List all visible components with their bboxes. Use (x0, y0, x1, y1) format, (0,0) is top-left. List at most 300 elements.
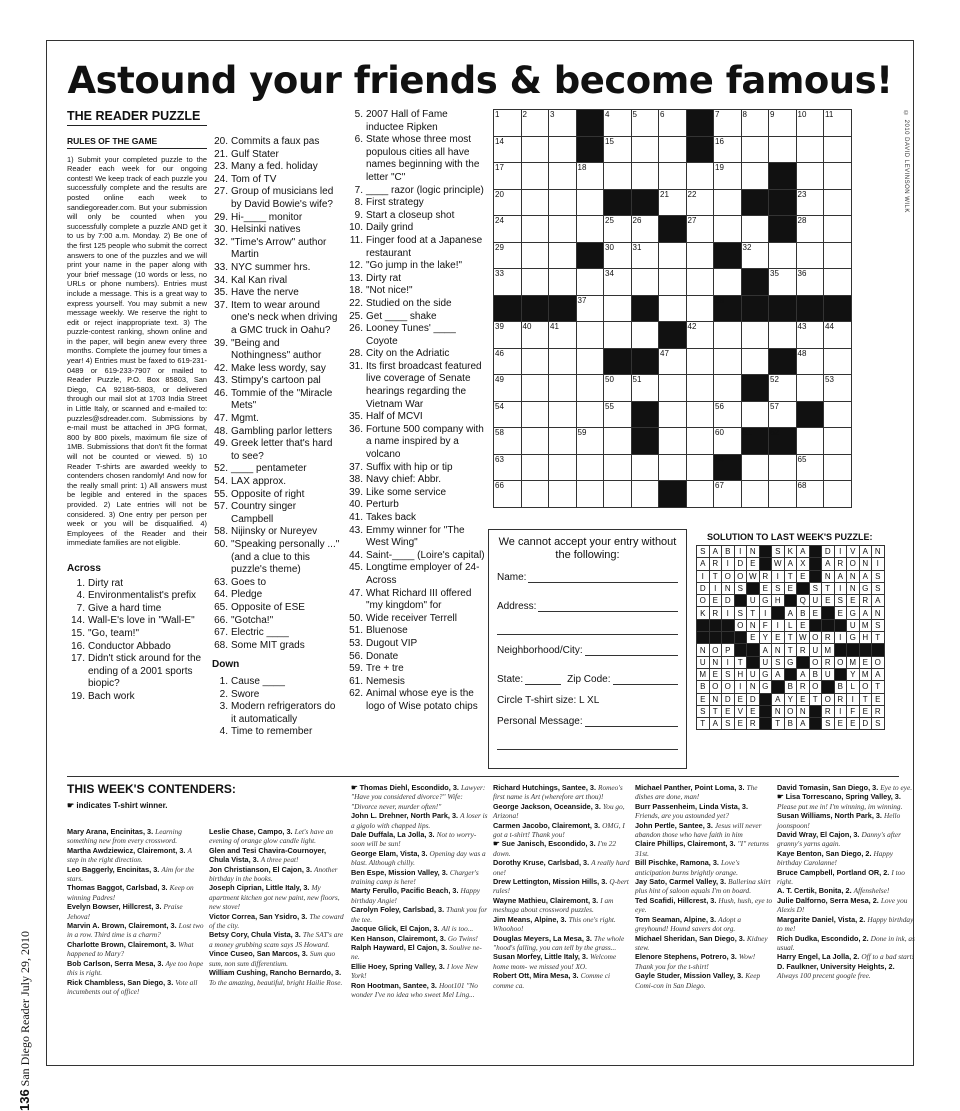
grid-cell[interactable] (796, 163, 824, 190)
grid-cell[interactable] (494, 136, 522, 163)
grid-cell[interactable] (631, 375, 659, 402)
message-line[interactable] (585, 716, 678, 727)
clue-text: Opposite of right (231, 488, 305, 500)
grid-cell[interactable] (631, 481, 659, 508)
solution-black-square (809, 705, 822, 717)
grid-row (494, 481, 852, 508)
grid-cell[interactable] (604, 242, 632, 269)
grid-cell[interactable] (576, 295, 604, 322)
solution-cell: T (809, 693, 822, 705)
clue-text: Suffix with hip or tip (366, 461, 453, 473)
contender-message: Aye too hope this is right. (67, 958, 204, 978)
clue-number: 22. (349, 297, 363, 309)
grid-cell[interactable] (769, 269, 797, 296)
grid-cell[interactable] (521, 189, 549, 216)
contender-name: Susan Williams, North Park, 3. (777, 811, 884, 821)
solution-cell: V (847, 546, 860, 558)
grid-cell[interactable] (494, 375, 522, 402)
contender-message: The SAT's are a money grubbing scam says JS Howard. (209, 930, 344, 949)
grid-cell[interactable] (659, 428, 687, 455)
grid-cell[interactable] (824, 401, 852, 428)
grid-cell[interactable] (521, 375, 549, 402)
black-square (741, 295, 769, 322)
grid-cell[interactable] (521, 401, 549, 428)
grid-cell[interactable] (714, 348, 742, 375)
solution-cell: O (859, 681, 872, 693)
grid-cell[interactable] (576, 269, 604, 296)
cell-number: 68 (797, 481, 807, 490)
grid-cell[interactable] (549, 269, 577, 296)
contender-name: Wayne Mathieu, Clairemont, 3. (493, 895, 601, 905)
magazine-page (17, 40, 915, 1111)
grid-cell[interactable] (576, 375, 604, 402)
grid-cell[interactable] (714, 163, 742, 190)
grid-cell[interactable] (741, 348, 769, 375)
solution-cell: I (722, 607, 735, 619)
clue-text: Start a closeup shot (366, 209, 455, 221)
contenders-column (351, 783, 489, 999)
clue-number: 49. (214, 438, 228, 450)
grid-cell[interactable] (549, 322, 577, 349)
grid-cell[interactable] (796, 136, 824, 163)
grid-cell[interactable] (631, 216, 659, 243)
contender-entry (493, 896, 631, 915)
clue-number: 26. (349, 323, 363, 335)
grid-cell[interactable] (631, 454, 659, 481)
state-zip-field[interactable] (497, 674, 678, 685)
grid-cell[interactable] (769, 401, 797, 428)
contender-entry (493, 877, 631, 896)
clue (212, 476, 340, 489)
grid-cell[interactable] (576, 481, 604, 508)
solution-cell: O (809, 656, 822, 668)
grid-cell[interactable] (604, 454, 632, 481)
clue-text: "Time's Arrow" author Martin (231, 236, 327, 261)
grid-cell[interactable] (521, 428, 549, 455)
grid-row (494, 136, 852, 163)
address-line-2[interactable] (497, 622, 678, 635)
state-line[interactable] (525, 674, 561, 685)
grid-cell[interactable] (824, 163, 852, 190)
grid-cell[interactable] (549, 401, 577, 428)
grid-cell[interactable] (686, 216, 714, 243)
zip-line[interactable] (613, 674, 679, 685)
solution-cell: R (859, 595, 872, 607)
contender-message: Another birthday in the books. (209, 864, 338, 884)
grid-cell[interactable] (796, 242, 824, 269)
clue (347, 411, 485, 424)
grid-cell[interactable] (631, 269, 659, 296)
grid-cell[interactable] (521, 454, 549, 481)
clue-text: "Go, team!" (88, 627, 140, 639)
grid-cell[interactable] (521, 136, 549, 163)
grid-cell[interactable] (604, 110, 632, 137)
grid-cell[interactable] (576, 163, 604, 190)
grid-cell[interactable] (604, 322, 632, 349)
grid-cell[interactable] (769, 375, 797, 402)
neighborhood-line[interactable] (585, 645, 678, 656)
grid-cell[interactable] (686, 163, 714, 190)
grid-cell[interactable] (714, 136, 742, 163)
address-line[interactable] (538, 601, 678, 612)
contender-message: Off to a bad start! (861, 952, 915, 962)
grid-cell[interactable] (549, 428, 577, 455)
clue-text: "Not nice!" (366, 285, 413, 297)
grid-cell[interactable] (659, 110, 687, 137)
grid-cell[interactable] (631, 322, 659, 349)
grid-cell[interactable] (714, 375, 742, 402)
grid-cell[interactable] (549, 348, 577, 375)
grid-cell[interactable] (796, 348, 824, 375)
solution-cell: R (834, 693, 847, 705)
grid-cell[interactable] (631, 163, 659, 190)
grid-cell[interactable] (549, 481, 577, 508)
solution-cell: S (772, 656, 785, 668)
grid-cell[interactable] (604, 136, 632, 163)
message-field[interactable] (497, 716, 678, 727)
grid-cell[interactable] (521, 322, 549, 349)
grid-cell[interactable] (521, 481, 549, 508)
cell-number: 19 (715, 163, 724, 172)
cell-number: 53 (825, 375, 834, 384)
grid-cell[interactable] (521, 269, 549, 296)
grid-cell[interactable] (494, 428, 522, 455)
clue (212, 426, 340, 439)
contender-message: Jesus will never abandon those who have faith in him (635, 820, 762, 840)
contender-message: "I" returns 31st. (635, 839, 769, 858)
contender-name: Vince Cuseo, San Marcos, 3. (209, 949, 310, 959)
across-clues-part2 (212, 136, 340, 652)
solution-cell: A (772, 668, 785, 680)
clue-number: 7. (354, 184, 363, 196)
grid-cell[interactable] (576, 401, 604, 428)
clue (212, 413, 340, 426)
solution-cell: N (772, 705, 785, 717)
solution-cell: T (784, 570, 797, 582)
clue (347, 348, 485, 361)
solution-cell: A (797, 718, 810, 730)
contender-name: Bob Carlson, Serra Mesa, 3. (67, 958, 166, 968)
clue-number: 11. (349, 234, 363, 246)
clue-number: 8. (354, 197, 363, 209)
grid-cell[interactable] (686, 481, 714, 508)
cell-number: 26 (632, 216, 642, 225)
grid-cell[interactable] (796, 454, 824, 481)
solution-cell: N (847, 570, 860, 582)
grid-cell[interactable] (824, 216, 852, 243)
solution-cell: O (709, 644, 722, 656)
clue (212, 539, 340, 577)
cell-number: 5 (632, 110, 637, 119)
contender-name: Ted Scafidi, Hillcrest, 3. (635, 895, 719, 905)
grid-cell[interactable] (494, 454, 522, 481)
contender-entry (351, 849, 489, 868)
grid-cell[interactable] (576, 322, 604, 349)
grid-cell[interactable] (494, 322, 522, 349)
grid-cell[interactable] (686, 242, 714, 269)
grid-cell[interactable] (659, 242, 687, 269)
grid-cell[interactable] (631, 242, 659, 269)
cell-number: 65 (797, 454, 807, 464)
grid-cell[interactable] (714, 269, 742, 296)
grid-cell[interactable] (659, 348, 687, 375)
grid-cell[interactable] (796, 110, 824, 137)
contender-name: Robert Ott, Mira Mesa, 3. (493, 971, 581, 981)
grid-cell[interactable] (686, 454, 714, 481)
solution-black-square (784, 668, 797, 680)
grid-cell[interactable] (714, 189, 742, 216)
grid-cell[interactable] (494, 348, 522, 375)
clue-number: 28. (349, 348, 363, 360)
grid-cell[interactable] (824, 428, 852, 455)
contender-entry (635, 821, 773, 840)
grid-cell[interactable] (659, 163, 687, 190)
grid-cell[interactable] (796, 481, 824, 508)
cell-number: 21 (660, 189, 669, 199)
grid-cell[interactable] (824, 481, 852, 508)
grid-cell[interactable] (521, 110, 549, 137)
grid-cell[interactable] (741, 110, 769, 137)
grid-cell[interactable] (604, 216, 632, 243)
grid-cell[interactable] (494, 110, 522, 137)
grid-cell[interactable] (604, 163, 632, 190)
grid-cell[interactable] (494, 481, 522, 508)
grid-cell[interactable] (824, 348, 852, 375)
grid-cell[interactable] (659, 401, 687, 428)
grid-cell[interactable] (659, 295, 687, 322)
grid-cell[interactable] (521, 163, 549, 190)
grid-cell[interactable] (796, 216, 824, 243)
grid-cell[interactable] (741, 163, 769, 190)
contender-message: Let's have an evening of orange glow candle light. (209, 827, 334, 846)
contender-name: Jim Means, Alpine, 3. (493, 914, 569, 924)
contender-name: Glen and Tesi Chavira-Cournoyer, Chula Vista, 3. (209, 845, 327, 865)
grid-cell[interactable] (604, 295, 632, 322)
solution-black-square (872, 644, 885, 656)
grid-cell[interactable] (604, 401, 632, 428)
grid-cell[interactable] (494, 216, 522, 243)
clue-number: 5. (354, 109, 363, 120)
grid-cell[interactable] (741, 322, 769, 349)
clue-text: Dirty rat (88, 577, 123, 589)
entry-form (488, 529, 687, 769)
solution-cell: B (809, 668, 822, 680)
clue (347, 222, 485, 235)
grid-cell[interactable] (549, 242, 577, 269)
grid-cell[interactable] (576, 348, 604, 375)
solution-black-square (797, 582, 810, 594)
cell-number: 58 (495, 428, 504, 437)
solution-cell: S (872, 570, 885, 582)
grid-cell[interactable] (686, 269, 714, 296)
grid-cell[interactable] (714, 216, 742, 243)
grid-cell[interactable] (494, 269, 522, 296)
solution-cell: D (697, 582, 710, 594)
grid-cell[interactable] (549, 136, 577, 163)
solution-cell: B (784, 718, 797, 730)
grid-cell[interactable] (741, 481, 769, 508)
contender-message: Praise Jehova! (67, 902, 183, 921)
grid-cell[interactable] (494, 189, 522, 216)
grid-cell[interactable] (769, 242, 797, 269)
contender-message: My apartment kitchen got new paint, new floors, new stove! (209, 883, 340, 912)
grid-cell[interactable] (714, 322, 742, 349)
grid-cell[interactable] (796, 189, 824, 216)
clue-text: "Being and Nothingness" author (231, 337, 322, 362)
contender-message: Opening day was a blast. Although chilly. (351, 848, 486, 868)
grid-cell[interactable] (576, 428, 604, 455)
clue (212, 726, 340, 739)
clue-text: Time to remember (231, 726, 313, 738)
grid-cell[interactable] (741, 401, 769, 428)
grid-cell[interactable] (549, 454, 577, 481)
grid-cell[interactable] (549, 216, 577, 243)
grid-cell[interactable] (494, 401, 522, 428)
contender-name: Jacque Glick, El Cajon, 3. (351, 924, 442, 934)
grid-cell[interactable] (549, 163, 577, 190)
grid-cell[interactable] (631, 136, 659, 163)
grid-cell[interactable] (659, 375, 687, 402)
grid-cell[interactable] (824, 322, 852, 349)
grid-cell[interactable] (521, 242, 549, 269)
grid-cell[interactable] (604, 375, 632, 402)
grid-cell[interactable] (549, 375, 577, 402)
grid-cell[interactable] (796, 269, 824, 296)
grid-cell[interactable] (824, 189, 852, 216)
grid-cell[interactable] (741, 454, 769, 481)
contender-name: Carolyn Foley, Carlsbad, 3. (351, 905, 447, 915)
contender-name: David Tomasin, San Diego, 3. (777, 783, 881, 792)
grid-cell[interactable] (659, 136, 687, 163)
grid-cell[interactable] (796, 428, 824, 455)
grid-cell[interactable] (824, 136, 852, 163)
grid-cell[interactable] (631, 110, 659, 137)
grid-cell[interactable] (549, 189, 577, 216)
solution-cell: S (822, 718, 835, 730)
clue-number: 35. (349, 411, 363, 423)
grid-cell[interactable] (824, 110, 852, 137)
grid-cell[interactable] (824, 454, 852, 481)
contender-name: ☛ Lisa Torrescano, Spring Valley, 3. (777, 792, 901, 802)
clue-text: Fortune 500 company with a name inspired by a volcano (366, 423, 484, 461)
grid-cell[interactable] (494, 242, 522, 269)
grid-cell[interactable] (714, 401, 742, 428)
contender-name: Carmen Jacobo, Clairemont, 3. (493, 820, 603, 830)
grid-cell[interactable] (714, 481, 742, 508)
shirt-size-field[interactable] (497, 695, 678, 706)
grid-cell[interactable] (824, 375, 852, 402)
grid-cell[interactable] (686, 189, 714, 216)
grid-cell[interactable] (741, 242, 769, 269)
clue (212, 689, 340, 702)
solution-row (697, 718, 885, 730)
grid-cell[interactable] (659, 189, 687, 216)
grid-cell[interactable] (494, 163, 522, 190)
solution-cell: S (697, 546, 710, 558)
address-field[interactable] (497, 601, 678, 612)
grid-cell[interactable] (741, 136, 769, 163)
grid-cell[interactable] (824, 242, 852, 269)
contender-name: Susan Morfey, Little Italy, 3. (493, 952, 591, 962)
black-square (796, 401, 824, 428)
grid-cell[interactable] (796, 375, 824, 402)
cell-number: 27 (687, 216, 697, 225)
clue-text: Didn't stick around for the ending of a 2001 sports biopic? (88, 653, 202, 690)
clue (347, 651, 485, 664)
clue-text: Hi-____ monitor (231, 211, 303, 223)
grid-cell[interactable] (714, 110, 742, 137)
contender-message: Hello joonspoon! (777, 811, 901, 830)
grid-cell[interactable] (604, 269, 632, 296)
solution-cell: B (722, 546, 735, 558)
grid-cell[interactable] (769, 322, 797, 349)
grid-cell[interactable] (796, 322, 824, 349)
grid-cell[interactable] (769, 454, 797, 481)
black-square (576, 242, 604, 269)
name-line[interactable] (528, 572, 678, 583)
grid-cell[interactable] (714, 428, 742, 455)
contender-message: Always 100 precent google free. (777, 971, 871, 981)
name-field[interactable] (497, 572, 678, 583)
neighborhood-field[interactable] (497, 645, 678, 656)
solution-cell: I (722, 656, 735, 668)
grid-cell[interactable] (604, 428, 632, 455)
grid-cell[interactable] (576, 454, 604, 481)
grid-cell[interactable] (769, 110, 797, 137)
contender-entry (635, 952, 773, 971)
contender-message: The coward of the city. (209, 911, 344, 931)
grid-cell[interactable] (521, 348, 549, 375)
grid-cell[interactable] (686, 428, 714, 455)
grid-cell[interactable] (604, 481, 632, 508)
grid-cell[interactable] (741, 216, 769, 243)
page-number: 136 (17, 1089, 32, 1111)
contender-entry (777, 830, 915, 849)
grid-cell[interactable] (659, 269, 687, 296)
grid-cell[interactable] (686, 401, 714, 428)
solution-cell: G (759, 681, 772, 693)
grid-cell[interactable] (686, 375, 714, 402)
grid-cell[interactable] (769, 481, 797, 508)
clue-number: 21. (214, 148, 228, 160)
solution-cell: R (822, 632, 835, 644)
grid-cell[interactable] (769, 136, 797, 163)
grid-cell[interactable] (521, 216, 549, 243)
grid-cell[interactable] (576, 189, 604, 216)
grid-cell[interactable] (576, 216, 604, 243)
grid-cell[interactable] (659, 454, 687, 481)
clue-text: Half of MCVI (366, 411, 423, 423)
contender-entry (209, 949, 347, 968)
grid-cell[interactable] (549, 110, 577, 137)
clue-number: 41. (349, 512, 363, 523)
clue-number: 25. (349, 310, 363, 322)
grid-cell[interactable] (824, 269, 852, 296)
solution-black-square (747, 582, 760, 594)
grid-cell[interactable] (686, 295, 714, 322)
clue-text: Opposite of ESE (231, 601, 305, 613)
grid-cell[interactable] (686, 348, 714, 375)
grid-cell[interactable] (686, 322, 714, 349)
grid-row (494, 110, 852, 137)
cell-number: 63 (495, 454, 504, 464)
cell-number: 20 (495, 189, 504, 199)
black-square (549, 295, 577, 322)
section-divider (67, 776, 899, 777)
contender-name: ☛ Sue Janisch, Escondido, 3. (493, 839, 598, 849)
contender-name: Gayle Studer, Mission Valley, 3. (635, 971, 746, 981)
message-line-2[interactable] (497, 737, 678, 750)
